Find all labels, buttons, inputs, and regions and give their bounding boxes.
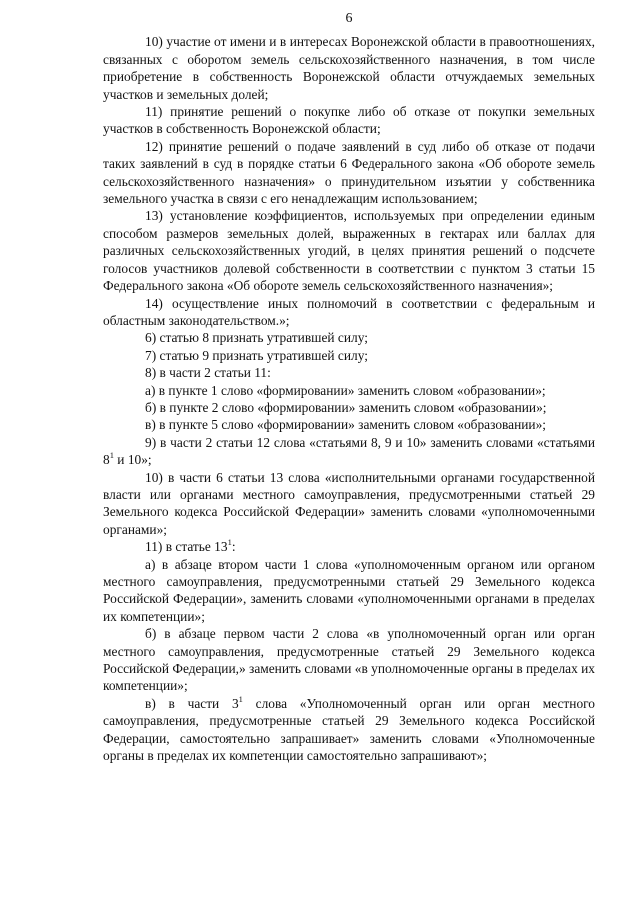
item-11: [103, 538, 595, 555]
item-11v: [103, 695, 595, 765]
item-9: [103, 434, 595, 469]
item-11v-tail: слова «Уполномоченный орган или орган местного самоуправления, предусмотренные статьей 29 Земельного кодекса Российской Федерации, самостоятельно запрашивает» заменить словами «Уполномоченные органы в пределах их компетенции самостоятельно запрашивают»;: [103, 695, 595, 764]
item-11-sup: 1: [227, 537, 232, 548]
item-8b: б) в пункте 2 слово «формировании» заменить словом «образовании»;: [145, 399, 547, 415]
item-10: 10) в части 6 статьи 13 слова «исполнительными органами государственной власти или органами местного самоуправления, предусмотренными статьей 29 Земельного кодекса Российской Федерации» заменить словами «уполномоченными органами»;: [103, 469, 595, 537]
item-11v-sup: 1: [238, 693, 243, 704]
item-8a: а) в пункте 1 слово «формировании» заменить словом «образовании»;: [145, 382, 546, 398]
item-11v-text: в) в части 3: [145, 695, 239, 711]
item-11b: б) в абзаце первом части 2 слова «в уполномоченный орган или орган местного самоуправления, предусмотренные статьей 29 Земельного кодекса Российской Федерации,» заменить словами «в уполномоченные органы в пределах их компетенции»;: [103, 626, 595, 694]
item-6: 6) статью 8 признать утратившей силу;: [145, 330, 368, 346]
item-11-text: 11) в статье 13: [145, 539, 228, 555]
page-number: 6: [345, 11, 353, 26]
paragraph-14: 14) осуществление иных полномочий в соответствии с федеральным и областным законодательством.»;: [103, 295, 595, 328]
item-7: 7) статью 9 признать утратившей силу;: [145, 347, 368, 363]
item-9-sup: 1: [109, 450, 114, 461]
item-11-tail: :: [231, 539, 236, 555]
item-9-tail: и 10»;: [113, 452, 152, 468]
item-8v: в) в пункте 5 слово «формировании» заменить словом «образовании»;: [145, 417, 547, 433]
item-11a: а) в абзаце втором части 1 слова «уполномоченным органом или органом местного самоуправления, предусмотренными статьей 29 Земельного кодекса Российской Федерации», заменить словами «уполномоченными органами в пределах их компетенции»;: [103, 556, 595, 624]
item-8: 8) в части 2 статьи 11:: [145, 365, 271, 381]
paragraph-11: 11) принятие решений о покупке либо об отказе от покупки земельных участков в собственность Воронежской области;: [103, 104, 595, 137]
item-9-text: 9) в части 2 статьи 12 слова «статьями 8, 9 и 10» заменить словами «статьями 8: [103, 434, 595, 468]
document-page: [103, 10, 595, 764]
paragraph-10: 10) участие от имени и в интересах Воронежской области в правоотношениях, связанных с оборотом земель сельскохозяйственного назначения, в том числе приобретение в собственность Воронежской области отчуждаемых земельных участков и земельных долей;: [103, 34, 595, 102]
paragraph-12: 12) принятие решений о подаче заявлений в суд либо об отказе от подачи таких заявлений в суд в порядке статьи 6 Федерального закона «Об обороте земель сельскохозяйственного назначения» о принудительном изъятии у собственника земельного участка в связи с его ненадлежащим использованием;: [103, 138, 595, 207]
paragraph-13: 13) установление коэффициентов, используемых при определении единым способом размеров земельных долей, выраженных в гектарах или баллах для различных сельскохозяйственных угодий, в целях принятия решений о подсчете голосов участников долевой собственности в соответствии с пунктом 3 статьи 15 Федерального закона «Об обороте земель сельскохозяйственного назначения»;: [103, 208, 595, 294]
